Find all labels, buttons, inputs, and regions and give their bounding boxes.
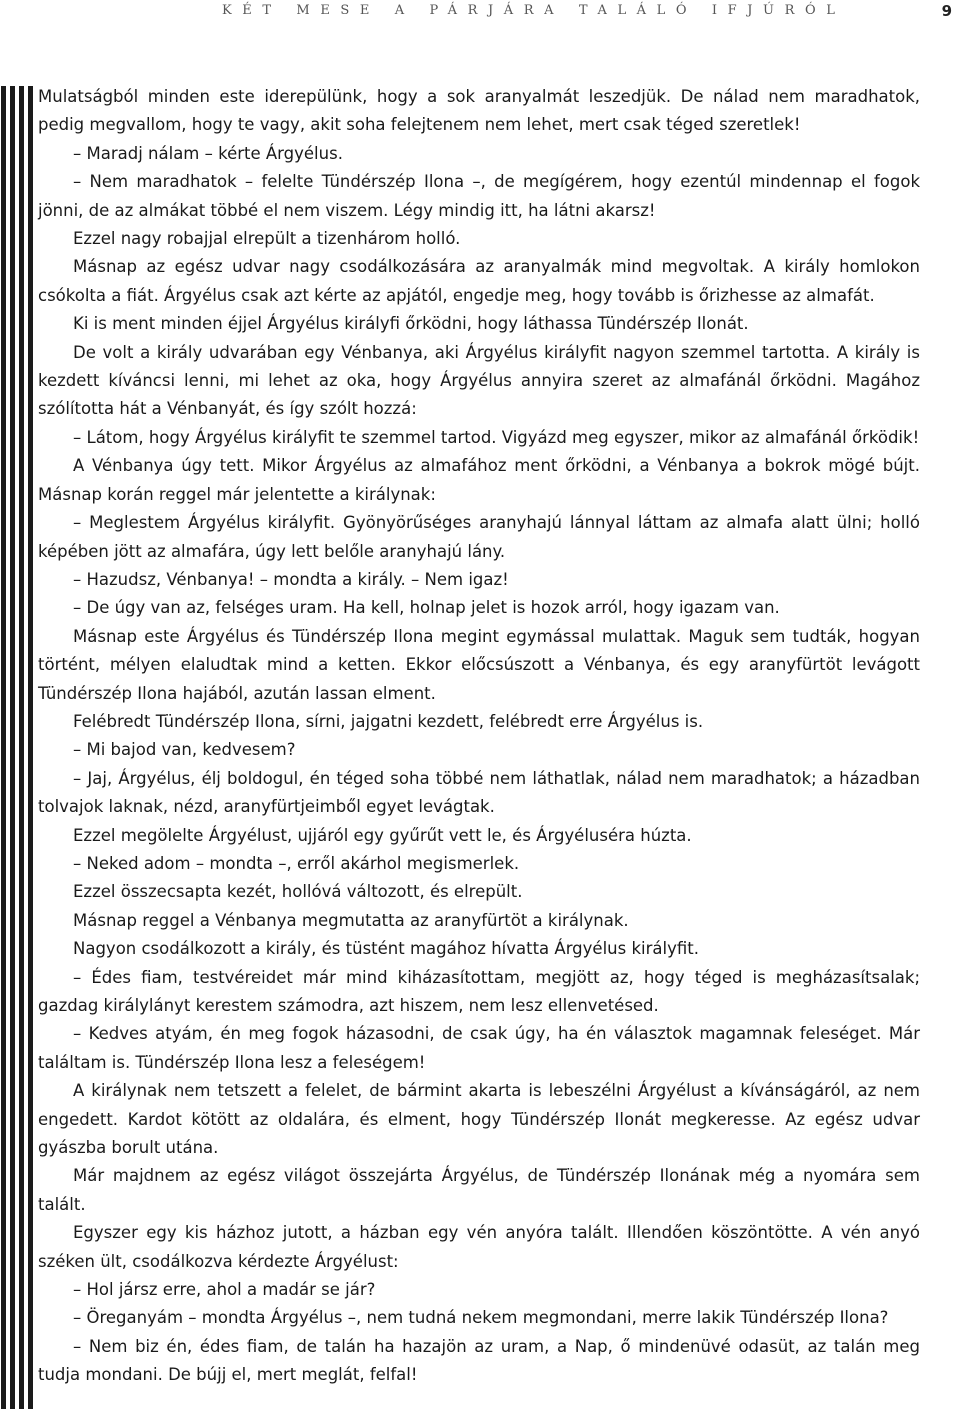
margin-rule [10, 86, 15, 1409]
paragraph: Ezzel megölelte Árgyélust, ujjáról egy gyűrűt vett le, és Árgyéluséra húzta. [73, 825, 692, 845]
paragraph: Nagyon csodálkozott a király, és tüstént magához hívatta Árgyélus királyfit. [73, 939, 699, 959]
margin-rule [28, 86, 33, 1409]
body-text [38, 83, 920, 1390]
paragraph: Egyszer egy kis házhoz jutott, a házban egy vén anyóra talált. Illendően köszöntötte. A vén anyó széken ült, csodálkozva kérdezte Árgyélust: [38, 1223, 920, 1271]
paragraph: Ezzel nagy robajjal elrepült a tizenhárom holló. [73, 229, 461, 249]
paragraph: Másnap reggel a Vénbanya megmutatta az aranyfürtöt a királynak. [73, 910, 629, 930]
margin-rule [19, 86, 24, 1409]
page-number: 9 [941, 2, 952, 20]
paragraph: – Kedves atyám, én meg fogok házasodni, de csak úgy, ha én választok magamnak feleséget. Már találtam is. Tündérszép Ilona lesz a feleségem! [38, 1024, 920, 1072]
paragraph: – Hazudsz, Vénbanya! – mondta a király. – Nem igaz! [73, 569, 509, 589]
paragraph: – Édes fiam, testvéreidet már mind kiházasítottam, megjött az, hogy téged is megházasítsalak; gazdag királylányt kerestem számodra, azt hiszem, nem lesz ellenvetésed. [38, 967, 920, 1015]
paragraph: – Hol jársz erre, ahol a madár se jár? [73, 1280, 376, 1300]
paragraph: Mulatságból minden este iderepülünk, hogy a sok aranyalmát leszedjük. De nálad nem maradhatok, pedig megvallom, hogy te vagy, akit soha felejtenem nem lehet, mert csak téged szeretlek! [38, 87, 920, 135]
margin-rules-decoration [0, 86, 34, 1409]
paragraph: – Látom, hogy Árgyélus királyfit te szemmel tartod. Vigyázd meg egyszer, mikor az almafánál őrködik! [73, 427, 920, 447]
paragraph: – Maradj nálam – kérte Árgyélus. [73, 143, 343, 163]
margin-rule [1, 86, 6, 1409]
paragraph: De volt a király udvarában egy Vénbanya, aki Árgyélus királyfit nagyon szemmel tartotta. A király is kezdett kíváncsi lenni, mi lehet az oka, hogy Árgyélus annyira szeret az almafánál őrködni. Magához szólította hát a Vénbanyát, és így szólt hozzá: [38, 342, 920, 419]
paragraph: Ki is ment minden éjjel Árgyélus királyfi őrködni, hogy láthassa Tündérszép Ilonát. [73, 314, 749, 334]
paragraph: A Vénbanya úgy tett. Mikor Árgyélus az almafához ment őrködni, a Vénbanya a bokrok mögé bújt. Másnap korán reggel már jelentette a királynak: [38, 456, 920, 504]
paragraph: – Mi bajod van, kedvesem? [73, 740, 296, 760]
paragraph: – Öreganyám – mondta Árgyélus –, nem tudná nekem megmondani, merre lakik Tündérszép Ilona? [73, 1308, 889, 1328]
running-header [0, 0, 960, 24]
paragraph: Ezzel összecsapta kezét, hollóvá változott, és elrepült. [73, 882, 523, 902]
paragraph: – Meglestem Árgyélus királyfit. Gyönyörűséges aranyhajú lánnyal láttam az almafa alatt ülni; holló képében jött az almafára, úgy lett belőle aranyhajú lány. [38, 513, 920, 561]
paragraph: – Nem biz én, édes fiam, de talán ha hazajön az uram, a Nap, ő mindenüvé odasüt, az talán meg tudja mondani. De bújj el, mert meglát, felfal! [38, 1336, 920, 1385]
paragraph: Másnap az egész udvar nagy csodálkozására az aranyalmák mind megvoltak. A király homlokon csókolta a fiát. Árgyélus csak azt kérte az apjától, engedje meg, hogy tovább is őrizhesse az almafát. [38, 257, 920, 305]
paragraph: Felébredt Tündérszép Ilona, sírni, jajgatni kezdett, felébredt erre Árgyélus is. [73, 711, 704, 731]
paragraph: – Jaj, Árgyélus, élj boldogul, én téged soha többé nem láthatlak, nálad nem maradhatok; a házadban tolvajok laknak, nézd, aranyfürtjeimből egyet levágtak. [38, 768, 920, 817]
paragraph: Már majdnem az egész világot összejárta Árgyélus, de Tündérszép Ilonának még a nyomára sem talált. [38, 1166, 920, 1214]
paragraph: – Neked adom – mondta –, erről akárhol megismerlek. [73, 853, 520, 873]
paragraph: Másnap este Árgyélus és Tündérszép Ilona megint egymással mulattak. Maguk sem tudták, hogyan történt, mélyen elaludtak mind a ketten. Ekkor előcsúszott a Vénbanya, és egy aranyfürtöt levágott Tündérszép Ilona hajából, azután lassan elment. [38, 626, 920, 703]
paragraph: – Nem maradhatok – felelte Tündérszép Ilona –, de megígérem, hogy ezentúl mindennap el fogok jönni, de az almákat többé el nem viszem. Légy mindig itt, ha látni akarsz! [38, 172, 920, 220]
paragraph: A királynak nem tetszett a felelet, de bármint akarta is lebeszélni Árgyélust a kívánságáról, az nem engedett. Kardot kötött az oldalára, és elment, hogy Tündérszép Ilonát megkeresse. Az egész udvar gyászba borult utána. [38, 1081, 920, 1158]
running-header-title: KÉT MESE A PÁRJÁRA TALÁLÓ IFJÚRÓL [222, 3, 846, 18]
paragraph: – De úgy van az, felséges uram. Ha kell, holnap jelet is hozok arról, hogy igazam van. [73, 598, 780, 618]
